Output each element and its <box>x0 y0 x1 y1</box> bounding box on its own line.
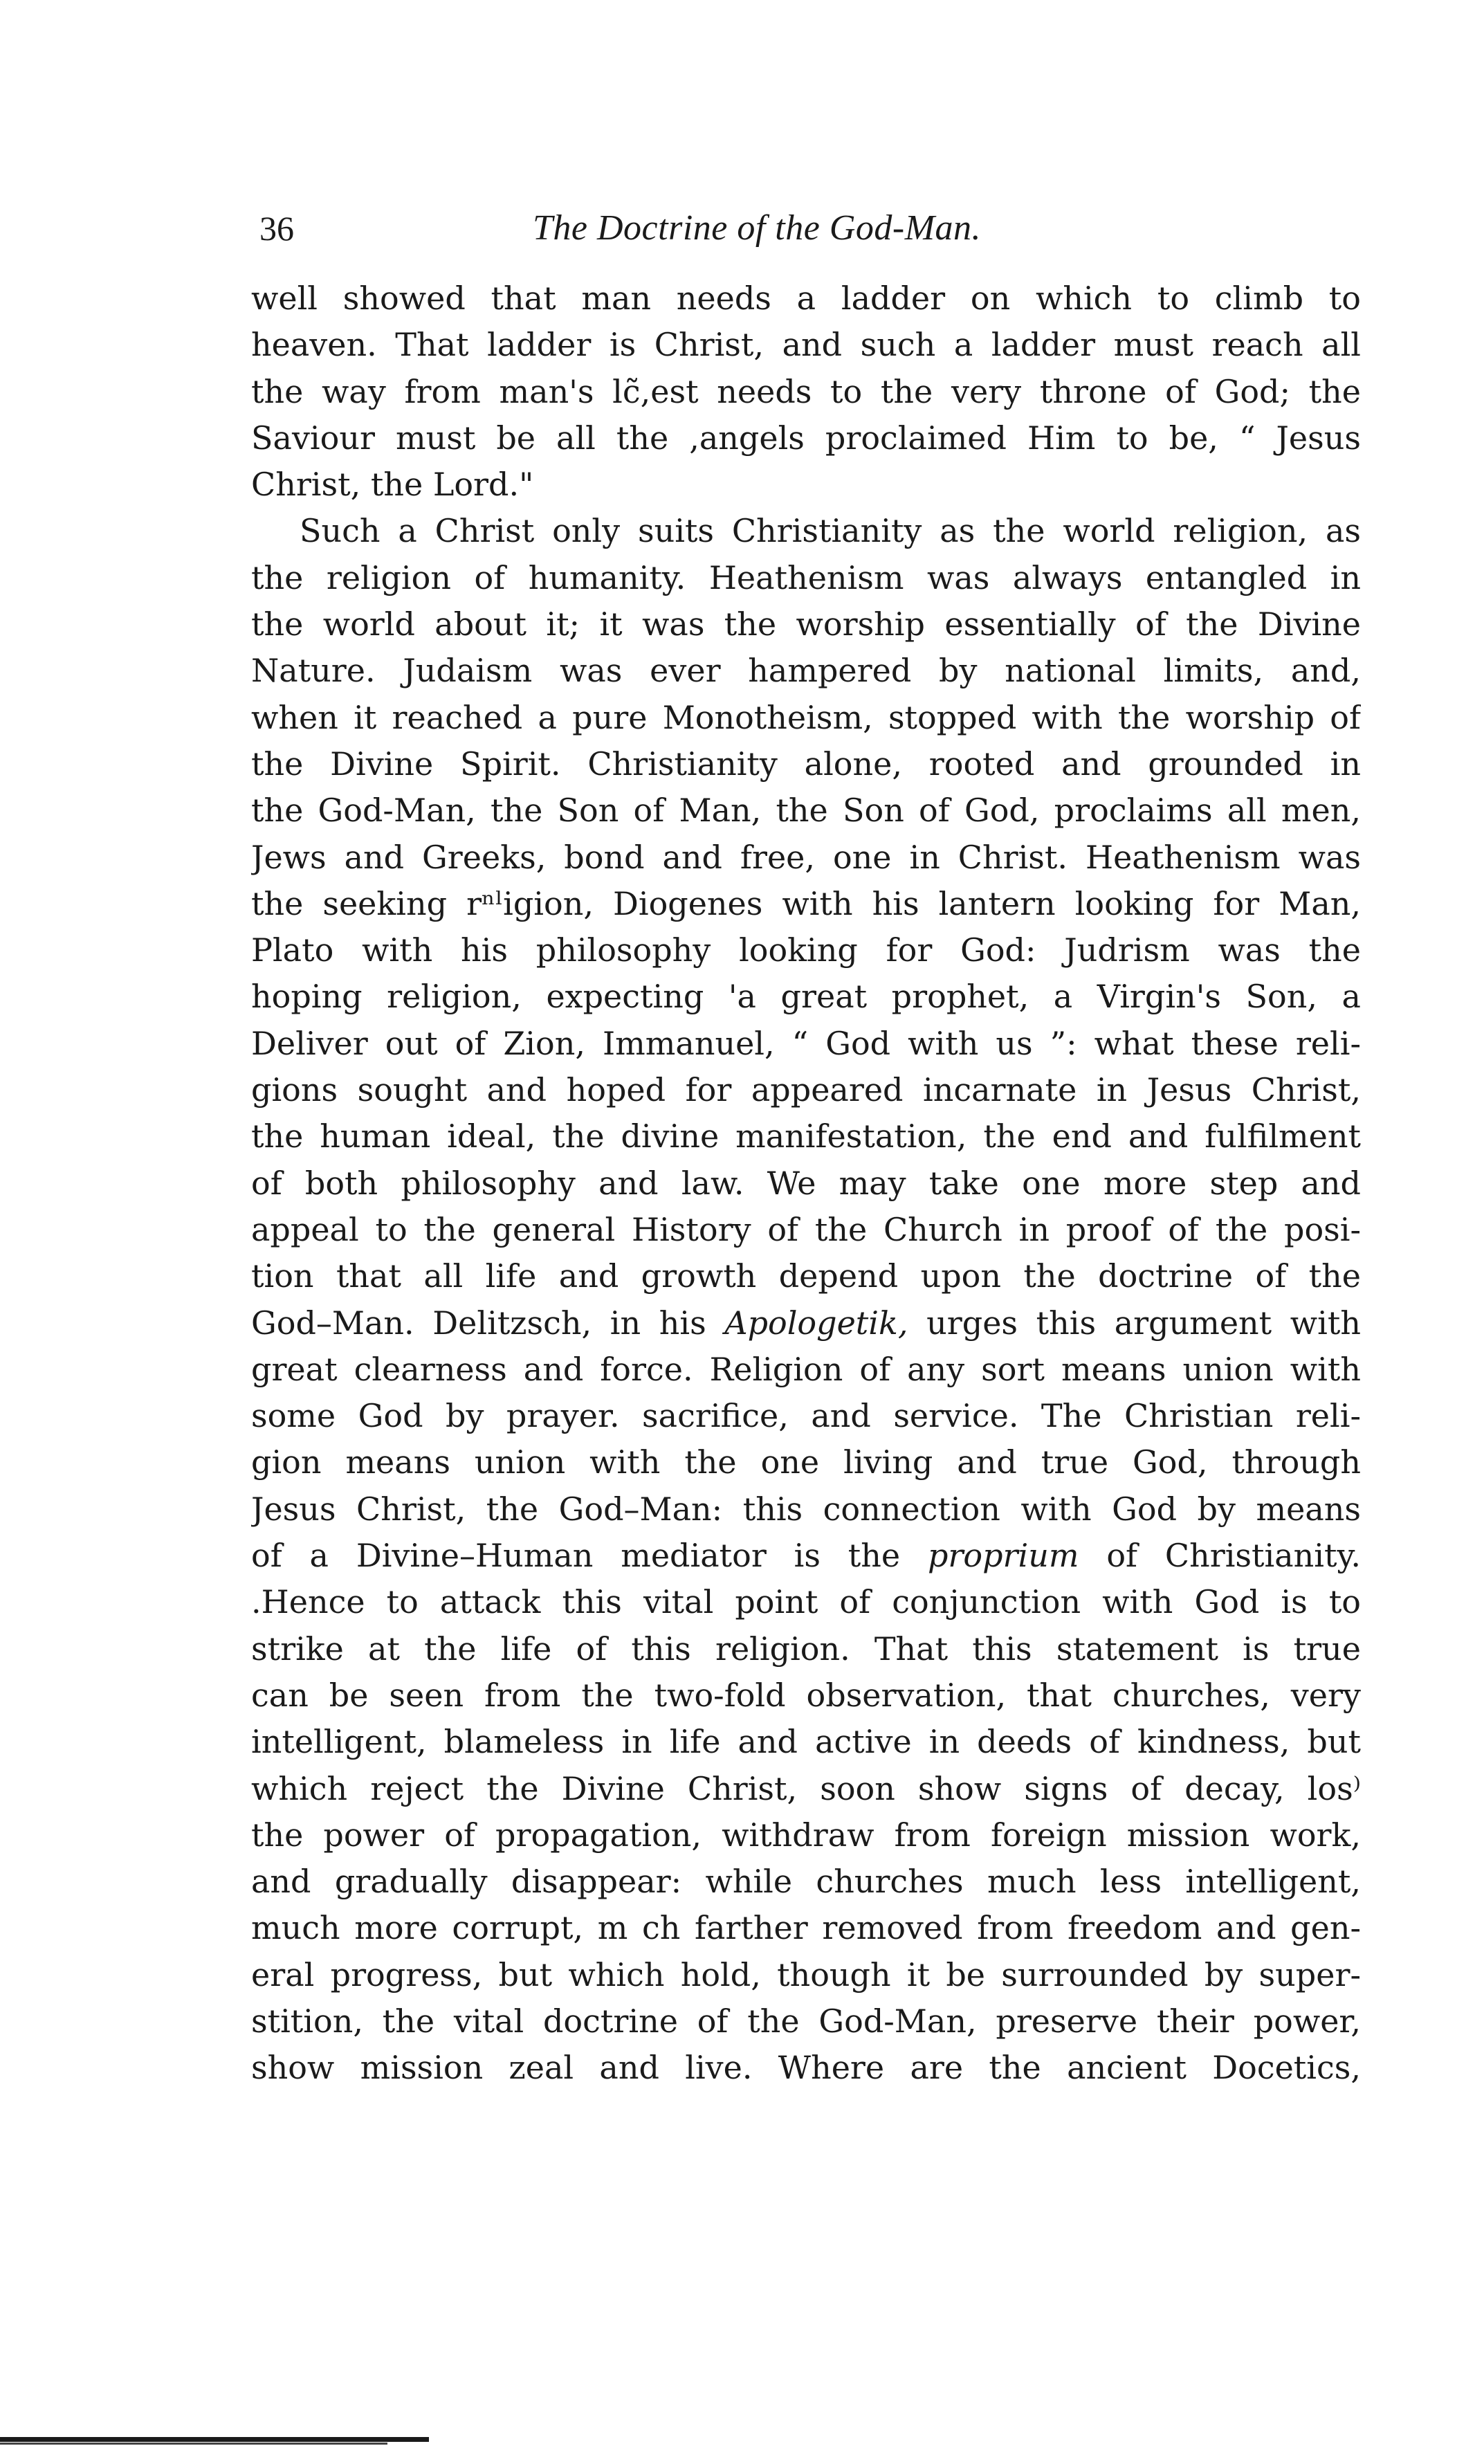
text-line: great clearness and force. Religion of any sort means union with <box>251 1350 1361 1388</box>
text-line: tion that all life and growth depend upon the doctrine of the <box>251 1257 1361 1295</box>
text-line: Jews and Greeks, bond and free, one in Christ. Heathenism was <box>251 838 1361 876</box>
text-line: can be seen from the two-fold observation, that churches, very <box>251 1676 1361 1714</box>
bottom-edge-rule-thin <box>0 2443 387 2445</box>
body-text <box>251 275 1361 2092</box>
text-line: show mission zeal and live. Where are the ancient Docetics, <box>251 2049 1361 2087</box>
text-line: eral progress, but which hold, though it be surrounded by super- <box>251 1955 1361 1993</box>
text-line <box>251 1300 1361 1347</box>
text-line: the God-Man, the Son of Man, the Son of God, proclaims all men, <box>251 792 1361 830</box>
text-line: Christ, the Lord." <box>251 466 534 504</box>
text-line: much more corrupt, m ch farther removed from freedom and gen- <box>251 1909 1361 1947</box>
text-line: stition, the vital doctrine of the God-Man, preserve their power, <box>251 2002 1361 2040</box>
text-line: when it reached a pure Monotheism, stopped with the worship of <box>251 698 1361 736</box>
text-line: appeal to the general History of the Church in proof of the posi- <box>251 1210 1361 1248</box>
text-segment: of Christianity. <box>1079 1537 1361 1575</box>
text-line: Such a Christ only suits Christianity as the world religion, as <box>300 512 1361 550</box>
page-header <box>259 201 1366 256</box>
text-line: the Divine Spirit. Christianity alone, rooted and grounded in <box>251 745 1361 783</box>
text-line: Jesus Christ, the God–Man: this connection with God by means <box>251 1490 1361 1528</box>
italic-term: proprium <box>927 1537 1079 1575</box>
text-segment: urges this argument with <box>908 1304 1361 1342</box>
italic-term: Apologetik, <box>724 1304 908 1342</box>
text-line: of both philosophy and law. We may take one more step and <box>251 1164 1361 1202</box>
text-line <box>251 1533 1361 1579</box>
text-line: the power of propagation, withdraw from foreign mission work, <box>251 1816 1361 1854</box>
text-line: Nature. Judaism was ever hampered by national limits, and, <box>251 652 1361 690</box>
text-line: and gradually disappear: while churches much less intelligent, <box>251 1863 1361 1901</box>
text-line: heaven. That ladder is Christ, and such a ladder must reach all <box>251 326 1361 364</box>
text-line: gions sought and hoped for appeared incarnate in Jesus Christ, <box>251 1071 1361 1109</box>
text-line: some God by prayer. sacrifice, and service. The Christian reli- <box>251 1397 1361 1435</box>
bottom-edge-rule <box>0 2437 429 2442</box>
text-line: Plato with his philosophy looking for God: Judrism was the <box>251 931 1361 969</box>
text-line: the religion of humanity. Heathenism was always entangled in <box>251 558 1361 596</box>
text-line: intelligent, blameless in life and active in deeds of kindness, but <box>251 1723 1361 1761</box>
running-title: The Doctrine of the God-Man. <box>533 208 982 248</box>
text-line: which reject the Divine Christ, soon show signs of decay, los⁾ <box>251 1769 1361 1807</box>
text-segment: God–Man. Delitzsch, in his <box>251 1304 725 1342</box>
text-line: well showed that man needs a ladder on which to climb to <box>251 280 1361 317</box>
text-line: the way from man's lc̃,est needs to the very throne of God; the <box>251 372 1361 410</box>
text-line: Saviour must be all the ,angels proclaimed Him to be, “ Jesus <box>251 419 1361 457</box>
page-number: 36 <box>259 209 294 248</box>
text-line: the world about it; it was the worship essentially of the Divine <box>251 605 1361 644</box>
text-line: Deliver out of Zion, Immanuel, “ God with us ”: what these reli- <box>251 1024 1361 1062</box>
text-line: gion means union with the one living and true God, through <box>251 1443 1361 1481</box>
text-line: hoping religion, expecting 'a great prophet, a Virgin's Son, a <box>251 978 1361 1016</box>
text-line: .Hence to attack this vital point of conjunction with God is to <box>251 1583 1361 1621</box>
text-line: the seeking rⁿˡigion, Diogenes with his lantern looking for Man, <box>251 884 1361 922</box>
text-line: strike at the life of this religion. That this statement is true <box>251 1630 1361 1668</box>
text-segment: of a Divine–Human mediator is the <box>251 1537 928 1575</box>
text-line: the human ideal, the divine manifestation, the end and fulfilment <box>251 1117 1361 1156</box>
